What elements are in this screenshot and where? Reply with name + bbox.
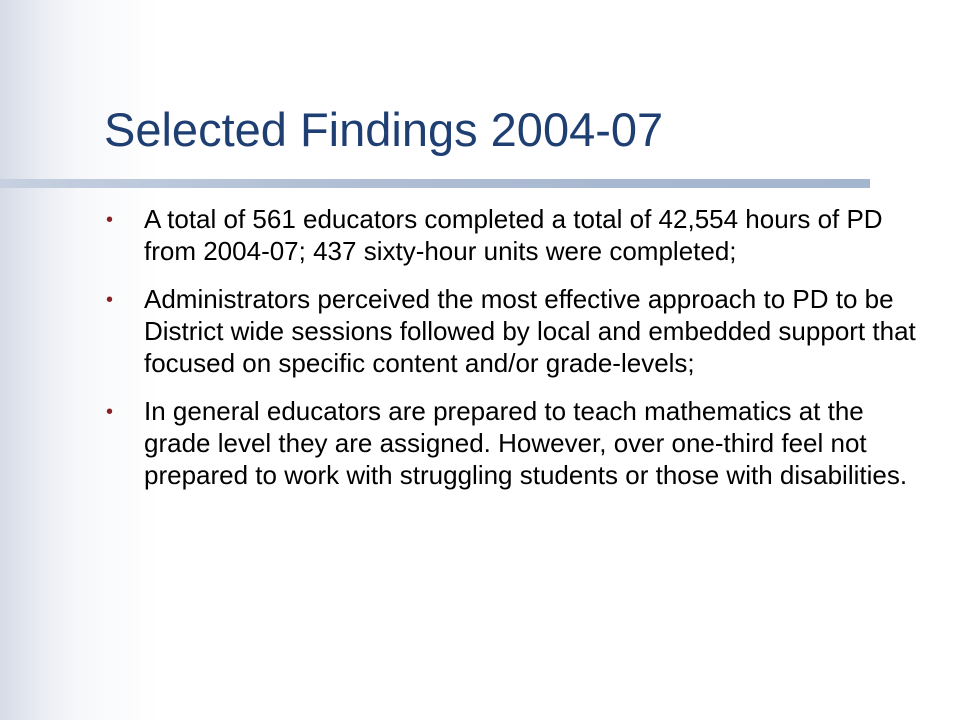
title-divider — [0, 179, 870, 188]
bullet-list — [106, 204, 921, 508]
slide-title: Selected Findings 2004-07 — [104, 103, 664, 156]
bullet-text-1: A total of 561 educators completed a total of 42,554 hours of PD from 2004-07; 437 sixty-hour units were completed; — [144, 204, 883, 266]
bullet-item-2 — [106, 284, 921, 380]
bullet-icon: • — [106, 400, 114, 423]
bullet-text-3: In general educators are prepared to teach mathematics at the grade level they are assigned. However, over one-third feel not prepared to work with struggling students or those with disabilities. — [144, 395, 908, 490]
bullet-item-1 — [106, 204, 921, 268]
bullet-text-2: Administrators perceived the most effective approach to PD to be District wide sessions followed by local and embedded support that focused on specific content and/or grade-levels; — [144, 283, 916, 378]
bullet-icon: • — [106, 209, 114, 231]
bullet-icon: • — [106, 288, 114, 311]
bullet-item-3 — [106, 396, 921, 492]
